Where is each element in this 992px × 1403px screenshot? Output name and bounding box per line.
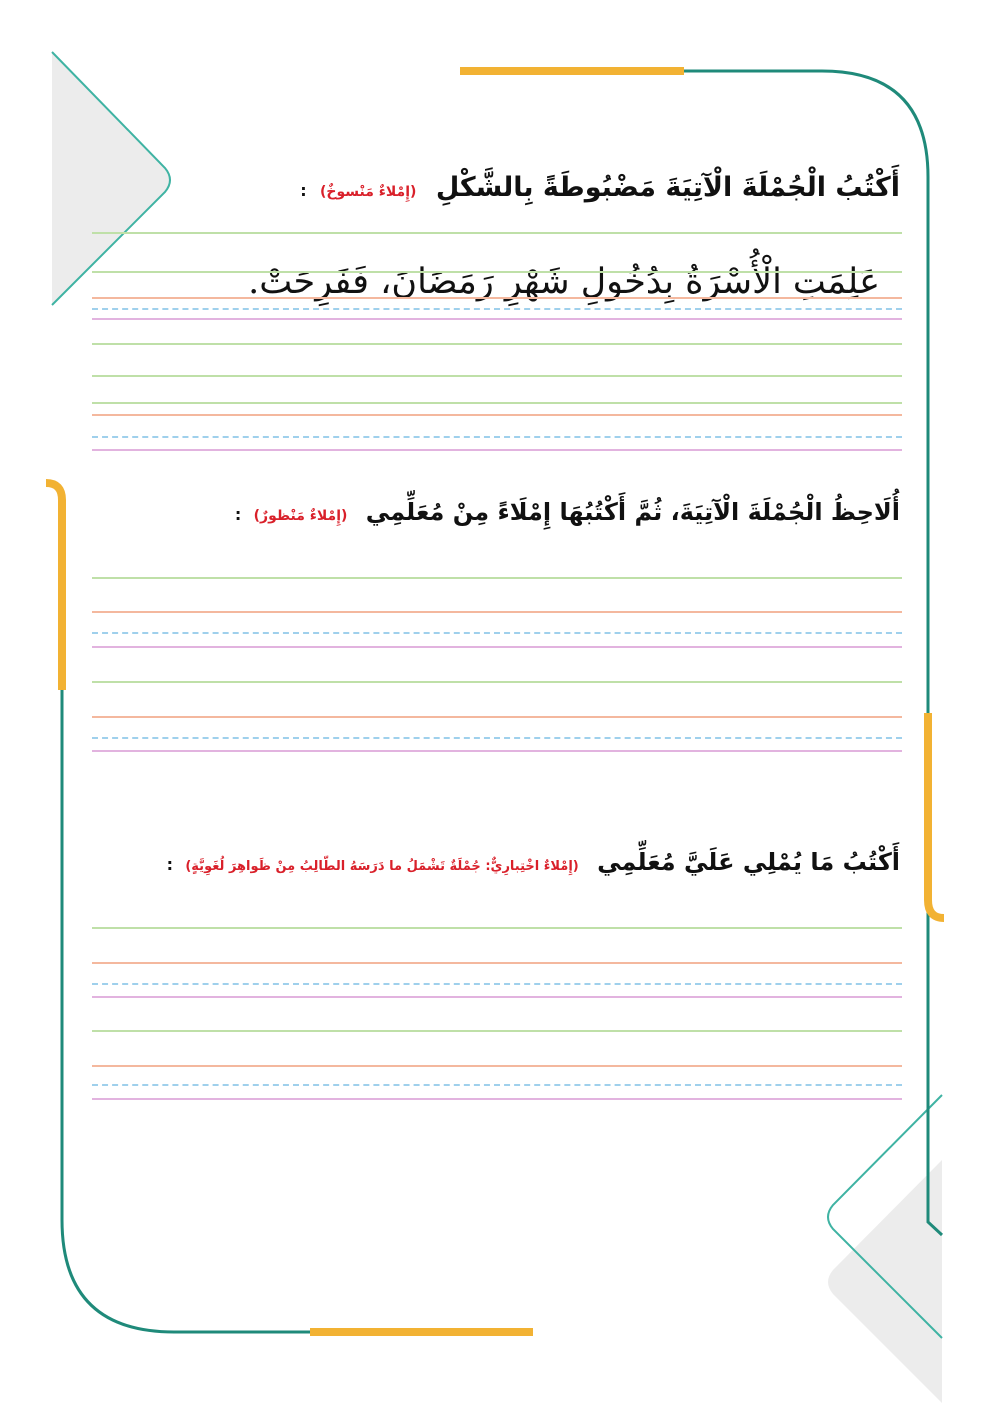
guide-line-green[interactable]	[92, 1030, 902, 1032]
section2-note: (إِمْلاءٌ مَنْظورٌ)	[253, 508, 348, 524]
guide-line-orange[interactable]	[92, 1065, 902, 1067]
guide-line-orange[interactable]	[92, 611, 902, 613]
guide-line-pink[interactable]	[92, 1098, 902, 1100]
guide-line-pink[interactable]	[92, 646, 902, 648]
frame-border	[460, 71, 942, 1235]
section2-colon: :	[234, 505, 242, 524]
section2-instruction: أُلَاحِظُ الْجُمْلَةَ الْآتِيَةَ، ثُمَّ أَكْتُبُهَا إِمْلَاءً مِنْ مُعَلِّمِي	[365, 498, 900, 526]
guide-line-green[interactable]	[92, 343, 902, 345]
section3-note: (إِمْلاءٌ اخْتِبارِيٌّ: جُمْلَةٌ تَشْمَلُ ما دَرَسَهُ الطّالِبُ مِنْ ظَواهِرَ لُغَوِيَّةٍ)	[185, 859, 579, 874]
section3-heading	[167, 848, 900, 876]
section1-note: (إِمْلاءٌ مَنْسوخٌ)	[320, 184, 417, 200]
guide-line-green[interactable]	[92, 402, 902, 404]
guide-line-green[interactable]	[92, 927, 902, 929]
guide-line-orange[interactable]	[92, 414, 902, 416]
guide-line-blue[interactable]	[92, 1084, 902, 1086]
guide-line-green[interactable]	[92, 375, 902, 377]
guide-line-pink[interactable]	[92, 750, 902, 752]
guide-line-blue[interactable]	[92, 737, 902, 739]
guide-line-green	[92, 271, 902, 273]
model-sentence: عَلِمَتِ الْأُسْرَةُ بِدُخُولِ شَهْرِ رَمَضَانَ، فَفَرِحَتْ.	[248, 262, 880, 302]
section3-colon: :	[166, 855, 173, 874]
guide-line-blue[interactable]	[92, 632, 902, 634]
frame-border-left	[62, 490, 530, 1332]
section1-colon: :	[300, 181, 307, 200]
section2-heading	[235, 498, 900, 526]
section1-instruction: أَكْتُبُ الْجُمْلَةَ الْآتِيَةَ مَضْبُوطَةً بِالشَّكْلِ	[435, 172, 900, 203]
guide-line-pink[interactable]	[92, 996, 902, 998]
orange-accent-right	[928, 713, 944, 918]
corner-decoration-top-left	[52, 52, 170, 305]
guide-line-orange[interactable]	[92, 962, 902, 964]
guide-line-green[interactable]	[92, 681, 902, 683]
guide-line-pink[interactable]	[92, 449, 902, 451]
guide-line-pink	[92, 318, 902, 320]
guide-line-green	[92, 232, 902, 234]
guide-line-blue[interactable]	[92, 436, 902, 438]
guide-line-green[interactable]	[92, 577, 902, 579]
guide-line-blue[interactable]	[92, 983, 902, 985]
orange-accent-left	[46, 483, 62, 690]
section1-heading	[300, 172, 900, 203]
guide-line-orange[interactable]	[92, 716, 902, 718]
guide-line-blue	[92, 308, 902, 310]
guide-line-orange	[92, 297, 902, 299]
section3-instruction: أَكْتُبُ مَا يُمْلِي عَلَيَّ مُعَلِّمِي	[597, 848, 900, 876]
